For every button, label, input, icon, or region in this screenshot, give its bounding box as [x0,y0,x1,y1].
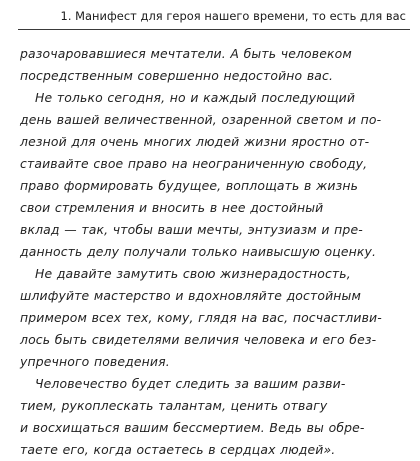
text-line: стаивайте свое право на неограниченную свободу, [20,156,368,171]
text-line: Не давайте замутить свою жизнерадостность, [35,266,351,281]
text-line: посредственным совершенно недостойно вас. [20,68,334,83]
text-line: данность делу получали только наивысшую оценку. [20,244,377,259]
text-line: и восхищаться вашим бессмертием. Ведь вы обре- [20,420,365,435]
text-line: день вашей величественной, озаренной светом и по- [20,112,382,127]
text-line: лось быть свидетелями величия человека и его без- [20,332,377,347]
text-line: примером всех тех, кому, глядя на вас, посчастливи- [20,310,382,325]
text-line: Не только сегодня, но и каждый последующий [35,90,356,105]
running-header [0,0,420,30]
text-line: свои стремления и вносить в нее достойный [20,200,324,215]
text-line: разочаровавшиеся мечтатели. А быть человеком [20,46,352,61]
text-line: тием, рукоплескать талантам, ценить отвагу [20,398,328,413]
text-line: право формировать будущее, воплощать в жизнь [20,178,359,193]
body-text [20,43,404,461]
text-line: Человечество будет следить за вашим разви- [35,376,346,391]
text-line: упречного поведения. [20,354,170,369]
header-divider [18,29,410,30]
text-line: лезной для очень многих людей жизни яростно от- [20,134,370,149]
text-line: вклад — так, чтобы ваши мечты, энтузиазм и пре- [20,222,363,237]
chapter-title: 1. Манифест для героя нашего времени, то есть для вас [60,9,406,23]
text-line: таете его, когда остаетесь в сердцах людей». [20,442,336,457]
text-line: шлифуйте мастерство и вдохновляйте достойным [20,288,361,303]
